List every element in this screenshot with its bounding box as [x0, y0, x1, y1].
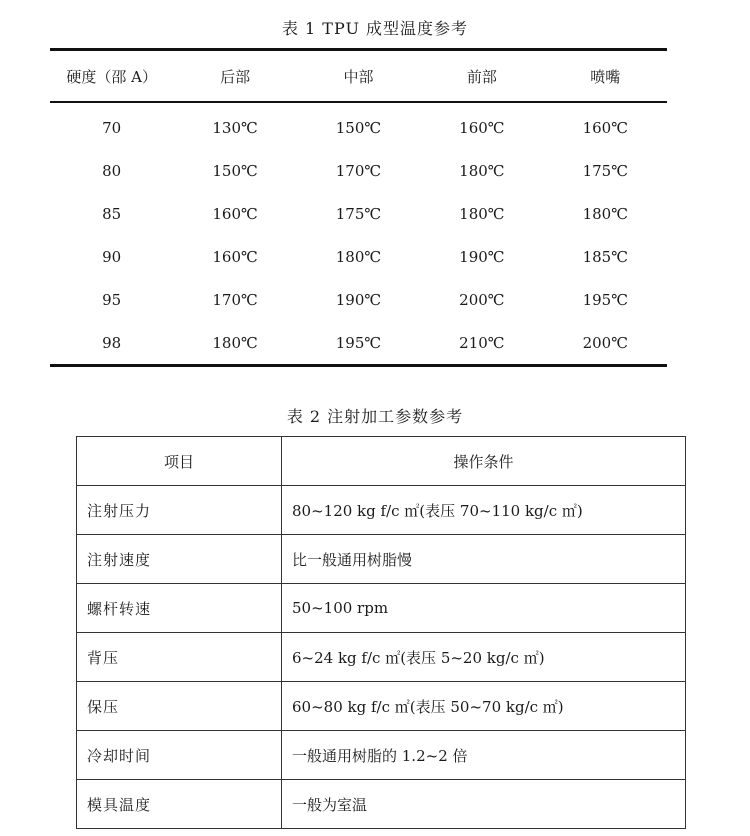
table-row	[77, 731, 686, 780]
table-row	[50, 192, 667, 235]
cell-nozzle: 160℃	[582, 118, 628, 137]
cell-item: 保压	[77, 682, 282, 731]
injection-parameters-table	[76, 436, 686, 829]
table-row	[50, 235, 667, 278]
cell-nozzle: 200℃	[582, 333, 628, 352]
header-condition: 操作条件	[282, 437, 686, 486]
table2-header-row	[77, 437, 686, 486]
header-rear: 后部	[173, 50, 296, 103]
cell-hardness: 80	[102, 161, 122, 180]
cell-front: 210℃	[459, 333, 505, 352]
table-row	[77, 682, 686, 731]
table-row	[77, 486, 686, 535]
table1-header-row	[50, 50, 667, 103]
cell-hardness: 98	[102, 333, 122, 352]
cell-rear: 160℃	[212, 247, 258, 266]
cell-hardness: 90	[102, 247, 122, 266]
cell-condition: 一般为室温	[282, 780, 686, 829]
cell-rear: 160℃	[212, 204, 258, 223]
cell-rear: 130℃	[212, 118, 258, 137]
header-front: 前部	[420, 50, 543, 103]
cell-middle: 170℃	[335, 161, 382, 180]
cell-condition: 比一般通用树脂慢	[282, 535, 686, 584]
cell-front: 160℃	[459, 118, 505, 137]
cell-item: 注射压力	[77, 486, 282, 535]
table-row	[77, 535, 686, 584]
table-row	[77, 780, 686, 829]
cell-nozzle: 195℃	[582, 290, 628, 309]
cell-front: 180℃	[459, 204, 505, 223]
cell-condition: 60~80 kg f/c ㎡(表压 50~70 kg/c ㎡)	[282, 682, 686, 731]
cell-rear: 180℃	[212, 333, 258, 352]
cell-nozzle: 185℃	[582, 247, 628, 266]
cell-front: 200℃	[459, 290, 505, 309]
table1-caption: 表 1 TPU 成型温度参考	[281, 19, 469, 38]
molding-temperature-table	[50, 48, 667, 367]
cell-nozzle: 180℃	[582, 204, 628, 223]
table-row	[50, 149, 667, 192]
table2-caption: 表 2 注射加工参数参考	[286, 407, 464, 426]
header-item: 项目	[77, 437, 282, 486]
cell-middle: 195℃	[335, 333, 382, 352]
cell-item: 螺杆转速	[77, 584, 282, 633]
cell-front: 190℃	[459, 247, 505, 266]
table-row	[50, 278, 667, 321]
cell-item: 冷却时间	[77, 731, 282, 780]
cell-condition: 50~100 rpm	[282, 584, 686, 633]
table-row	[77, 584, 686, 633]
cell-front: 180℃	[459, 161, 505, 180]
header-middle: 中部	[297, 50, 420, 103]
cell-condition: 80~120 kg f/c ㎡(表压 70~110 kg/c ㎡)	[282, 486, 686, 535]
cell-hardness: 95	[102, 290, 122, 309]
cell-hardness: 70	[102, 118, 122, 137]
cell-rear: 170℃	[212, 290, 258, 309]
table-row	[50, 321, 667, 366]
cell-middle: 180℃	[335, 247, 382, 266]
cell-nozzle: 175℃	[582, 161, 628, 180]
header-hardness: 硬度（邵 A）	[50, 50, 173, 103]
cell-condition: 一般通用树脂的 1.2~2 倍	[282, 731, 686, 780]
table-row	[77, 633, 686, 682]
cell-middle: 175℃	[335, 204, 382, 223]
cell-middle: 190℃	[335, 290, 382, 309]
cell-item: 模具温度	[77, 780, 282, 829]
cell-middle: 150℃	[335, 118, 382, 137]
cell-item: 背压	[77, 633, 282, 682]
header-nozzle: 喷嘴	[544, 50, 667, 103]
cell-hardness: 85	[102, 204, 122, 223]
cell-condition: 6~24 kg f/c ㎡(表压 5~20 kg/c ㎡)	[282, 633, 686, 682]
cell-item: 注射速度	[77, 535, 282, 584]
cell-rear: 150℃	[212, 161, 258, 180]
table-row	[50, 102, 667, 149]
